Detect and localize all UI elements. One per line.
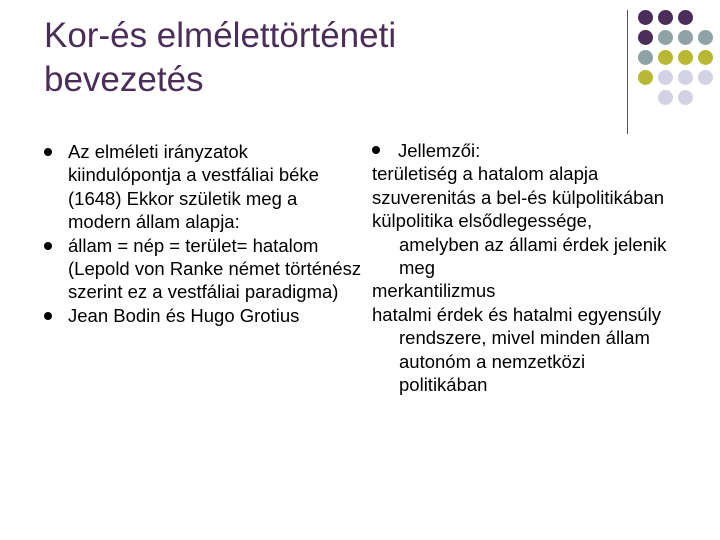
decor-dot: [638, 50, 653, 65]
title-line-2: bevezetés: [44, 60, 204, 99]
right-heading-text: Jellemzői:: [398, 140, 481, 161]
right-item: hatalmi érdek és hatalmi egyensúly rendszere, mivel minden állam autonóm a nemzetközi politikában: [372, 303, 661, 396]
decor-dot: [698, 50, 713, 65]
decor-dot: [638, 70, 653, 85]
decor-dot: [658, 50, 673, 65]
left-column: [44, 140, 364, 327]
decor-dot-grid: [638, 10, 720, 120]
bullet-icon: [44, 312, 52, 320]
decor-dot: [638, 10, 653, 25]
right-heading: [372, 139, 672, 162]
right-item: merkantilizmus: [372, 280, 496, 302]
bullet-text: Jean Bodin és Hugo Grotius: [68, 304, 300, 326]
decor-dot: [658, 10, 673, 25]
right-item: külpolitika elsődlegessége, amelyben az állami érdek jelenik meg: [372, 210, 667, 279]
decor-dot: [658, 70, 673, 85]
bullet-text: Az elméleti irányzatok kiindulópontja a vestfáliai béke (1648) Ekkor születik meg a modern állam alapja:: [68, 141, 319, 233]
slide-title: [44, 14, 604, 102]
decor-dot: [678, 10, 693, 25]
decor-dot: [698, 70, 713, 85]
decor-dot: [678, 70, 693, 85]
decor-dot: [678, 30, 693, 45]
decor-dot: [698, 30, 713, 45]
right-item: területiség a hatalom alapja: [372, 163, 599, 185]
decor-dot: [658, 30, 673, 45]
decor-dot: [658, 90, 673, 105]
bullet-icon: [44, 242, 52, 250]
bullet-icon: [44, 148, 52, 156]
left-bullet: [44, 304, 364, 327]
decor-vertical-line: [627, 10, 628, 134]
right-column: [372, 139, 672, 396]
decor-dot: [678, 50, 693, 65]
title-line-1: Kor-és elmélettörténeti: [44, 16, 397, 55]
left-bullet: [44, 140, 364, 234]
left-bullet: [44, 234, 364, 304]
decor-dot: [678, 90, 693, 105]
bullet-icon: [372, 146, 380, 154]
bullet-text: állam = nép = terület= hatalom (Lepold von Ranke német történész szerint ez a vestfáliai paradigma): [68, 234, 362, 303]
decor-dot: [638, 30, 653, 45]
right-item: szuverenitás a bel-és külpolitikában: [372, 186, 665, 208]
